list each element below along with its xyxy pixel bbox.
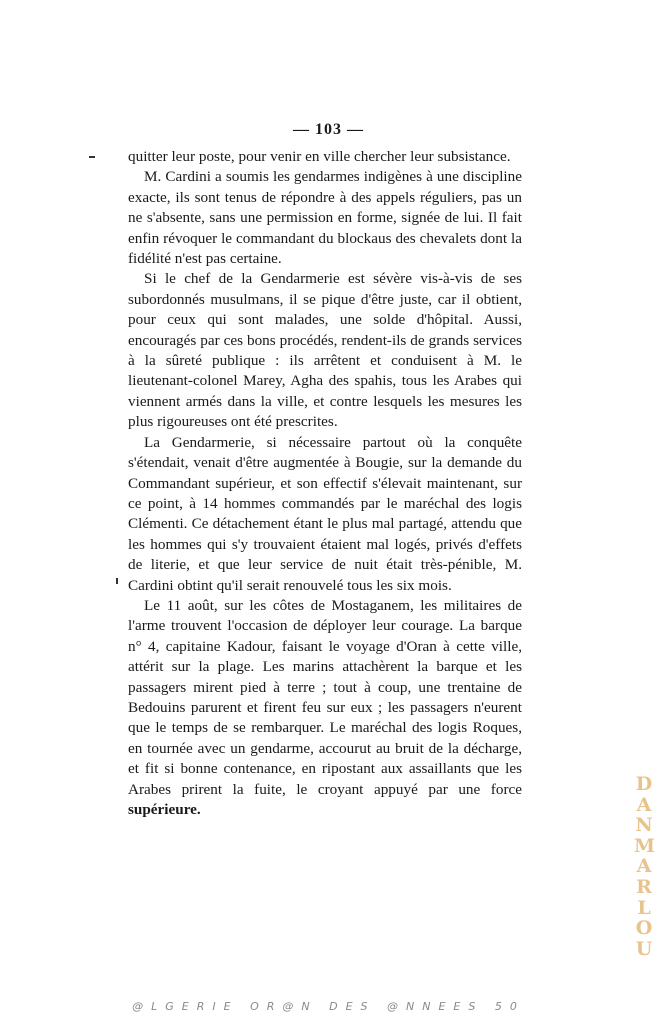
paragraph-5-text: Le 11 août, sur les côtes de Mostaganem, les militaires de l'arme trouvent l'occasion de déployer leur courage. La barque n° 4, capitaine Kadour, faisant le voyage d'Oran à cette ville, attérit sur la plage. Les marins attachèrent la barque et les passagers mirent pied à terre ; tout à coup, une trentaine de Bedouins parurent et firent feu sur eux ; les passagers n'eurent que le temps de se rembarquer. Le maréchal des logis Roques, en tournée avec un gendarme, accourut au bruit de la décharge, et fit si bonne contenance, en ripostant aux assaillants que les Arabes prirent la fuite, le croyant appuyé par une force xyxy=(128,596,522,798)
vertical-watermark xyxy=(634,774,654,959)
paragraph-5 xyxy=(128,596,522,820)
paragraph-1: quitter leur poste, pour venir en ville chercher leur subsistance. xyxy=(128,148,511,165)
paragraph-5-tail: supérieure. xyxy=(128,801,201,818)
footer-watermark: @LGERIE OR@N DES @NNEES 50 xyxy=(132,1000,525,1013)
margin-mark xyxy=(116,578,118,584)
margin-mark xyxy=(89,156,95,158)
watermark-letter: O xyxy=(635,917,653,940)
watermark-letter: L xyxy=(637,896,651,919)
paragraph-3: Si le chef de la Gendarmerie est sévère vis-à-vis de ses subordonnés musulmans, il se pique d'être juste, car il obtient, pour ceux qui sont malades, une solde d'hôpital. Aussi, encouragés par ces bons procédés, rendent-ils de grands services à la sûreté publique : ils arrêtent et conduisent à M. le lieutenant-colonel Marey, Agha des spahis, tous les Arabes qui viennent armés dans la ville, et contre lesquels les mesures les plus rigoureuses ont été prescrites. xyxy=(128,270,522,431)
watermark-letter: M xyxy=(634,834,656,857)
body-text xyxy=(128,147,522,820)
watermark-letter: D xyxy=(635,773,653,795)
watermark-letter: N xyxy=(635,814,653,837)
watermark-letter: U xyxy=(635,937,653,960)
paragraph-4: La Gendarmerie, si nécessaire partout où la conquête s'étendait, venait d'être augmentée à Bougie, sur la demande du Commandant supérieur, et son effectif s'élevait maintenant, sur ce point, à 14 hommes commandés par le maréchal des logis Clémenti. Ce détachement étant le plus mal partagé, attendu que les hommes qui s'y trouvaient étaient mal logés, privés d'effets de literie, et que leur service de nuit était très-pénible, M. Cardini obtint qu'il serait renouvelé tous les six mois. xyxy=(128,433,522,594)
watermark-letter: A xyxy=(636,793,652,816)
watermark-letter: R xyxy=(636,875,652,898)
watermark-letter: A xyxy=(636,855,652,878)
page-number: — 103 — xyxy=(293,121,364,138)
paragraph-2: M. Cardini a soumis les gendarmes indigènes à une discipline exacte, ils sont tenus de répondre à des appels réguliers, pas un ne s'absente, sans une permission en forme, signée de lui. Il fait enfin révoquer le commandant du blockaus des chevalets dont la fidélité n'est pas certaine. xyxy=(128,168,522,268)
